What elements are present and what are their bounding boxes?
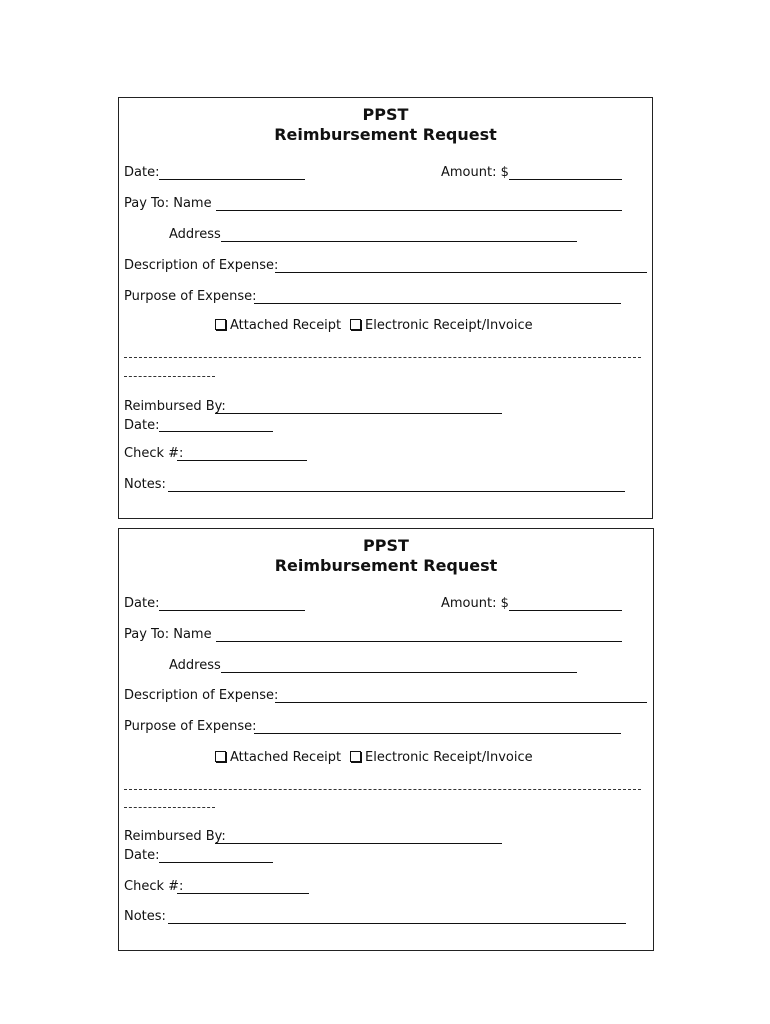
reimbursement-form-1 [118, 97, 653, 519]
amount-field[interactable] [509, 610, 622, 611]
amount-label: Amount: $ [441, 596, 509, 611]
reimbursement-form-2 [118, 528, 654, 951]
checkbox-icon[interactable] [350, 751, 361, 762]
form-title: Reimbursement Request [274, 125, 497, 144]
description-label: Description of Expense: [124, 258, 279, 273]
electronic-receipt-label: Electronic Receipt/Invoice [365, 750, 533, 765]
org-name: PPST [362, 105, 409, 124]
amount-field[interactable] [509, 179, 622, 180]
electronic-receipt-label: Electronic Receipt/Invoice [365, 318, 533, 333]
cut-line [124, 357, 641, 358]
checkbox-icon[interactable] [215, 751, 226, 762]
check-number-field[interactable] [177, 460, 307, 461]
attached-receipt-checkbox[interactable] [215, 318, 341, 334]
purpose-field[interactable] [254, 303, 621, 304]
purpose-field[interactable] [254, 733, 621, 734]
reimbursed-date-label: Date: [124, 848, 160, 863]
date-field[interactable] [159, 610, 305, 611]
form-title: Reimbursement Request [274, 556, 498, 575]
date-label: Date: [124, 165, 160, 180]
reimbursed-by-label: Reimbursed By: [124, 829, 226, 844]
notes-label: Notes: [124, 909, 166, 924]
notes-field[interactable] [168, 491, 625, 492]
reimbursed-date-label: Date: [124, 418, 160, 433]
payto-name-field[interactable] [216, 641, 622, 642]
payto-name-field[interactable] [216, 210, 622, 211]
reimbursed-date-field[interactable] [159, 431, 273, 432]
date-field[interactable] [159, 179, 305, 180]
attached-receipt-label: Attached Receipt [230, 318, 342, 333]
electronic-receipt-checkbox[interactable] [350, 318, 533, 334]
address-field[interactable] [221, 241, 577, 242]
date-label: Date: [124, 596, 160, 611]
cut-line [124, 789, 641, 790]
description-field[interactable] [275, 272, 647, 273]
reimbursed-by-label: Reimbursed By: [124, 399, 226, 414]
address-label: Address [169, 658, 221, 673]
payto-name-label: Pay To: Name [124, 196, 212, 211]
notes-field[interactable] [168, 923, 626, 924]
check-number-label: Check #: [124, 879, 184, 894]
purpose-label: Purpose of Expense: [124, 289, 257, 304]
address-field[interactable] [221, 672, 577, 673]
attached-receipt-label: Attached Receipt [230, 750, 342, 765]
check-number-field[interactable] [177, 893, 309, 894]
reimbursed-date-field[interactable] [159, 862, 273, 863]
description-field[interactable] [275, 702, 647, 703]
checkbox-icon[interactable] [215, 319, 226, 330]
amount-label: Amount: $ [441, 165, 509, 180]
cut-line-continued [124, 376, 215, 377]
address-label: Address [169, 227, 221, 242]
notes-label: Notes: [124, 477, 166, 492]
org-name: PPST [363, 536, 409, 555]
reimbursed-by-field[interactable] [215, 413, 502, 414]
description-label: Description of Expense: [124, 688, 279, 703]
payto-name-label: Pay To: Name [124, 627, 212, 642]
reimbursed-by-field[interactable] [215, 843, 502, 844]
purpose-label: Purpose of Expense: [124, 719, 257, 734]
cut-line-continued [124, 807, 215, 808]
attached-receipt-checkbox[interactable] [215, 750, 341, 766]
check-number-label: Check #: [124, 446, 184, 461]
checkbox-icon[interactable] [350, 319, 361, 330]
electronic-receipt-checkbox[interactable] [350, 750, 533, 766]
